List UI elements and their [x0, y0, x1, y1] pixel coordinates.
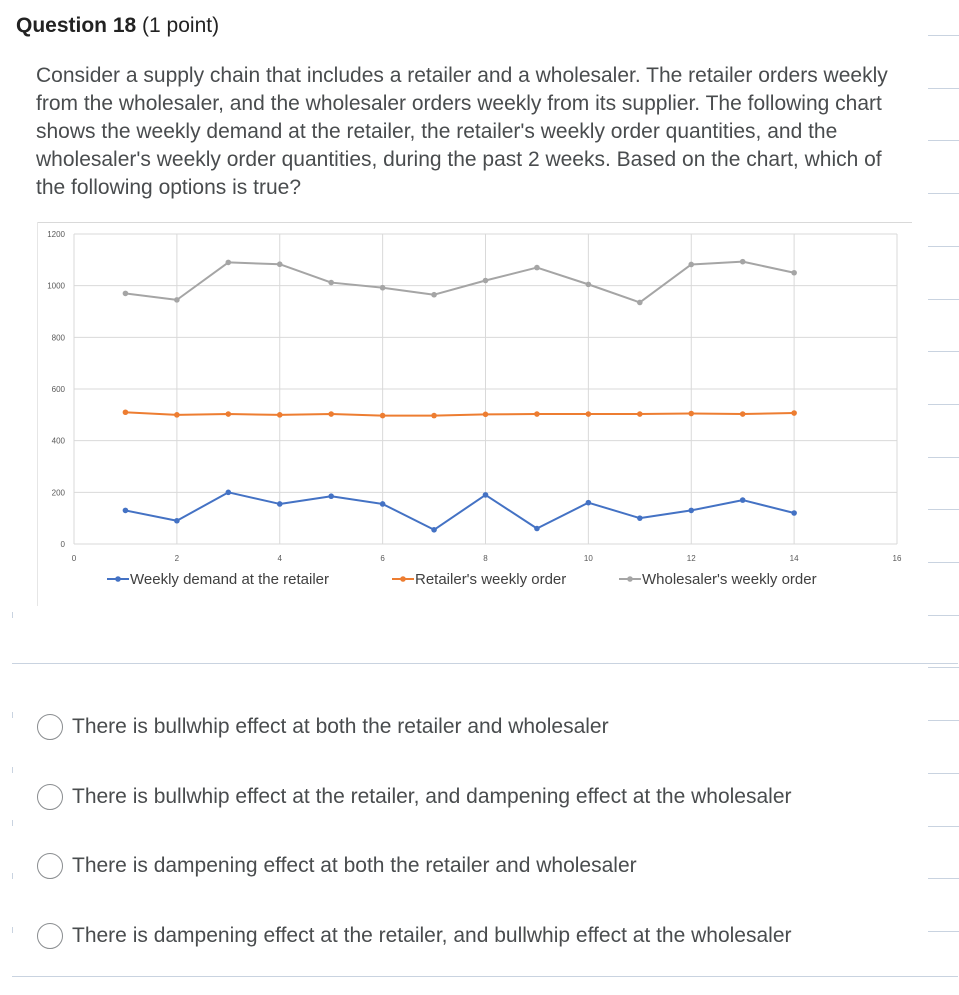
chart-container [37, 222, 912, 606]
data-point [380, 285, 386, 291]
data-point [174, 518, 180, 524]
question-header [16, 14, 219, 38]
radio-button[interactable] [37, 853, 63, 879]
data-point [226, 260, 232, 266]
radio-button[interactable] [37, 714, 63, 740]
data-point [277, 412, 283, 418]
chart-top-border [37, 222, 912, 223]
rail-tick [928, 299, 959, 300]
data-point [791, 410, 797, 416]
data-point [740, 497, 746, 503]
left-tick [12, 767, 13, 773]
data-point [637, 300, 643, 306]
rail-tick [928, 193, 959, 194]
data-point [483, 278, 489, 284]
divider-top [12, 663, 958, 664]
y-tick-label: 1200 [47, 230, 65, 239]
left-tick [12, 820, 13, 826]
option-2[interactable] [37, 784, 792, 810]
data-point [483, 492, 489, 498]
rail-tick [928, 509, 959, 510]
data-point [534, 265, 540, 271]
data-point [534, 411, 540, 417]
x-tick-label: 6 [380, 554, 385, 563]
left-tick [12, 712, 13, 718]
data-point [123, 508, 129, 514]
rail-tick [928, 667, 959, 668]
legend-swatch-marker [115, 576, 121, 582]
x-tick-label: 0 [71, 554, 77, 563]
rail-tick [928, 931, 959, 932]
data-point [740, 259, 746, 265]
line-chart [37, 222, 912, 606]
x-tick-label: 14 [789, 554, 799, 563]
series-line [125, 262, 794, 303]
y-tick-label: 600 [51, 385, 65, 394]
data-point [174, 412, 180, 418]
data-point [380, 413, 386, 419]
option-label: There is dampening effect at the retailer, and bullwhip effect at the wholesaler [72, 924, 792, 947]
rail-tick [928, 720, 959, 721]
option-4[interactable] [37, 923, 792, 949]
rail-tick [928, 826, 959, 827]
option-label: There is bullwhip effect at the retailer, and dampening effect at the wholesaler [72, 785, 792, 808]
x-tick-label: 16 [892, 554, 902, 563]
radio-button[interactable] [37, 784, 63, 810]
data-point [328, 411, 334, 417]
x-tick-label: 10 [583, 554, 593, 563]
rail-tick [928, 404, 959, 405]
data-point [483, 412, 489, 418]
data-point [791, 270, 797, 276]
radio-button[interactable] [37, 923, 63, 949]
question-text: Consider a supply chain that includes a retailer and a wholesaler. The retailer orders weekly from the wholesaler, and the wholesaler orders weekly from its supplier. The following chart shows the weekly demand at the retailer, the retailer's weekly order quantities, and the wholesaler's weekly order quantities, during the past 2 weeks. Based on the chart, which of the following options is true? [36, 64, 888, 199]
data-point [431, 413, 437, 419]
question-title: Question 18 [16, 14, 137, 37]
chart-axis-labels [47, 230, 902, 563]
data-point [277, 261, 283, 267]
rail-tick [928, 246, 959, 247]
left-tick [12, 927, 13, 933]
data-point [688, 508, 694, 514]
y-tick-label: 0 [60, 540, 65, 549]
rail-tick [928, 351, 959, 352]
data-point [123, 409, 129, 415]
option-3[interactable] [37, 853, 637, 879]
data-point [637, 411, 643, 417]
option-label: There is dampening effect at both the retailer and wholesaler [72, 854, 637, 877]
data-point [123, 291, 129, 297]
data-point [740, 411, 746, 417]
legend-label: Wholesaler's weekly order [642, 571, 817, 588]
y-tick-label: 1000 [47, 281, 65, 291]
rail-tick [928, 562, 959, 563]
data-point [380, 501, 386, 507]
rail-tick [928, 35, 959, 36]
data-point [226, 490, 232, 496]
rail-tick [928, 457, 959, 458]
left-tick [12, 612, 13, 618]
question-points: (1 point) [142, 14, 220, 37]
rail-tick [928, 615, 959, 616]
right-rail [928, 0, 959, 995]
option-label: There is bullwhip effect at both the retailer and wholesaler [72, 715, 609, 738]
legend-swatch-marker [627, 576, 633, 582]
chart-series [123, 259, 797, 533]
chart-legend [107, 571, 817, 588]
option-1[interactable] [37, 714, 609, 740]
chart-left-border [37, 222, 38, 606]
data-point [688, 262, 694, 268]
data-point [277, 501, 283, 507]
x-tick-label: 12 [686, 554, 696, 563]
data-point [174, 297, 180, 303]
data-point [688, 411, 694, 417]
data-point [586, 411, 592, 417]
data-point [431, 292, 437, 298]
data-point [637, 515, 643, 521]
rail-tick [928, 140, 959, 141]
data-point [431, 527, 437, 533]
left-tick [12, 873, 13, 879]
data-point [328, 280, 334, 286]
y-tick-label: 400 [51, 436, 65, 446]
rail-tick [928, 773, 959, 774]
divider-bottom [12, 976, 958, 977]
x-tick-label: 2 [174, 554, 180, 563]
data-point [586, 500, 592, 506]
legend-swatch-marker [400, 576, 406, 582]
data-point [328, 493, 334, 499]
rail-tick [928, 878, 959, 879]
y-tick-label: 200 [51, 488, 65, 498]
legend-label: Weekly demand at the retailer [130, 571, 329, 588]
legend-label: Retailer's weekly order [415, 571, 567, 588]
data-point [791, 510, 797, 516]
data-point [534, 526, 540, 532]
rail-tick [928, 88, 959, 89]
x-tick-label: 8 [483, 554, 488, 563]
data-point [586, 282, 592, 288]
y-tick-label: 800 [51, 333, 65, 343]
x-tick-label: 4 [277, 554, 282, 563]
data-point [226, 411, 232, 417]
